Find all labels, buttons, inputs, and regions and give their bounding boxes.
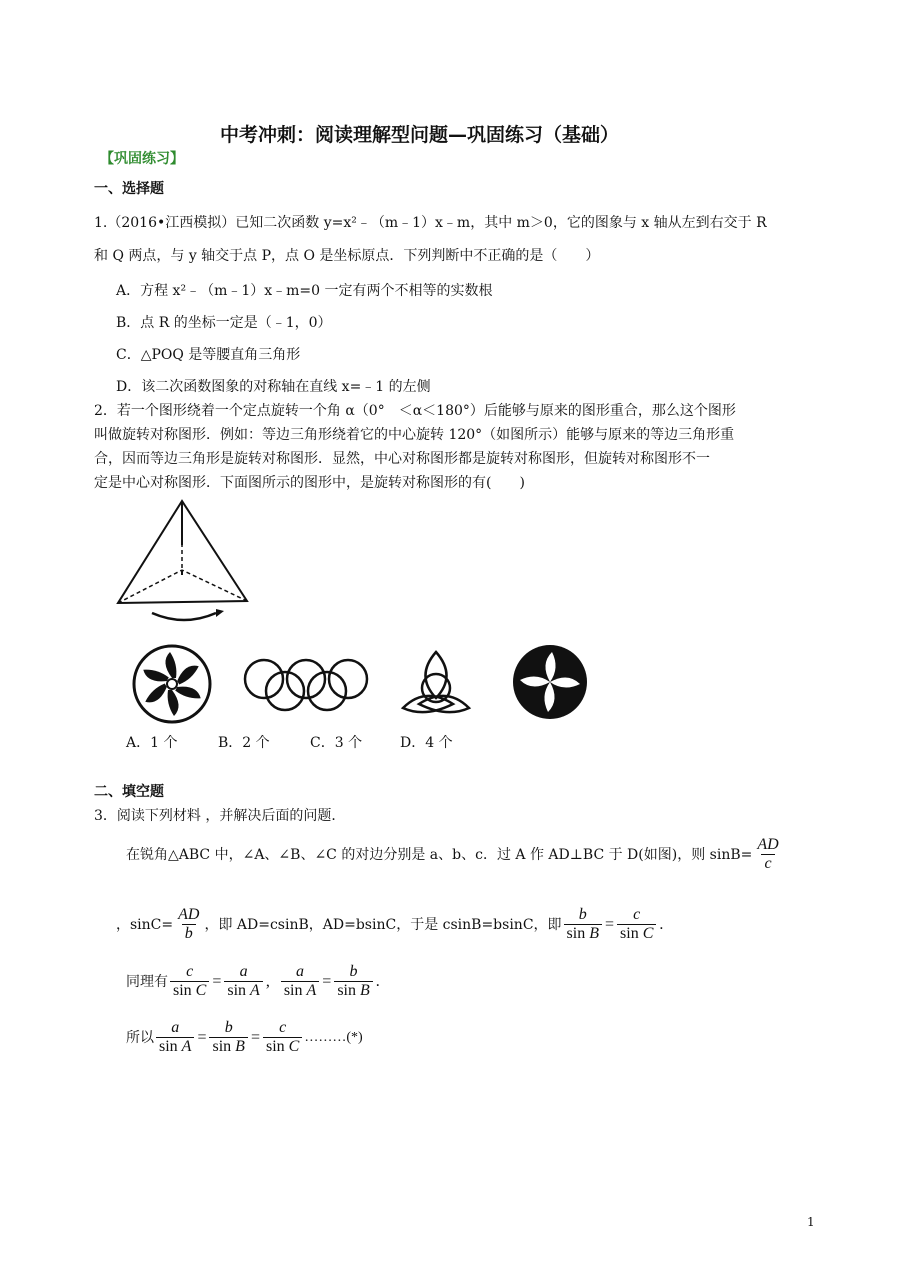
olympic-rings-figure [240, 655, 375, 715]
section-tag: 【巩固练习】 [100, 151, 184, 167]
page-number: 1 [807, 1215, 815, 1229]
section-heading-fill: 二、填空题 [94, 784, 164, 800]
q2-line3: 合，因而等边三角形是旋转对称图形．显然，中心对称图形都是旋转对称图形，但旋转对称图形不一 [94, 451, 710, 467]
q3-para2: ，sinC= $\frac{AD}{b}$ ，即 AD=csinB，AD=bsinC，于是 csinB=bsinC，即 $\frac{b}{\text{sin B}}$ = $\frac{c}{\text{sin C}}$ . [116, 906, 664, 942]
q1-option-d: D．该二次函数图象的对称轴在直线 x=﹣1 的左侧 [116, 379, 431, 395]
yinyang-pinwheel-figure [510, 642, 590, 722]
q1-line1: 1.（2016•江西模拟）已知二次函数 y=x²﹣（m﹣1）x﹣m，其中 m＞0，它的图象与 x 轴从左到右交于 R [94, 215, 767, 231]
triquetra-figure [395, 646, 477, 718]
q2-option-a: A．1 个 [126, 735, 178, 751]
q1-option-a: A．方程 x²﹣（m﹣1）x﹣m=0 一定有两个不相等的实数根 [116, 283, 493, 299]
q1-option-b: B．点 R 的坐标一定是（﹣1，0） [116, 315, 332, 331]
fraction-ad-over-b: $\frac{AD}{b}$ [178, 906, 200, 942]
q1-option-c: C．△POQ 是等腰直角三角形 [116, 347, 301, 363]
q3-para3: 同理有 $\frac{c}{\text{sin C}}$ = $\frac{a}{\text{sin A}}$ , $\frac{a}{\text{sin A}}$ = $\frac{b}{\text{sin B}}$ . [126, 963, 380, 999]
q3-intro: 3．阅读下列材料 ，并解决后面的问题． [94, 808, 346, 824]
fraction-ad-over-c: $\frac{AD}{c}$ [757, 836, 779, 872]
fraction-c-over-sinC: $\frac{c}{\text{sin C}}$ [617, 906, 656, 943]
q1-line2: 和 Q 两点，与 y 轴交于点 P，点 O 是坐标原点．下列判断中不正确的是（ ） [94, 248, 600, 264]
q3-para1-text: 在锐角△ABC 中，∠A、∠B、∠C 的对边分别是 a、b、c．过 A 作 AD⊥BC 于 D(如图)，则 sinB= [126, 846, 753, 863]
page-title: 中考冲刺：阅读理解型问题—巩固练习（基础） [220, 124, 620, 146]
q3-para4: 所以 $\frac{a}{\text{sin A}}$ = $\frac{b}{\text{sin B}}$ = $\frac{c}{\text{sin C}}$ ………(*) [126, 1019, 363, 1055]
q2-option-b: B．2 个 [218, 735, 270, 751]
section-heading-choice: 一、选择题 [94, 181, 164, 197]
q2-option-d: D．4 个 [400, 735, 453, 751]
q2-option-c: C．3 个 [310, 735, 363, 751]
q2-line2: 叫做旋转对称图形．例如：等边三角形绕着它的中心旋转 120°（如图所示）能够与原来的等边三角形重 [94, 427, 735, 443]
fraction-b-over-sinB: $\frac{b}{\text{sin B}}$ [564, 906, 602, 943]
q2-line4: 定是中心对称图形．下面图所示的图形中，是旋转对称图形的有( ) [94, 475, 525, 491]
equilateral-triangle-figure [112, 495, 257, 630]
q3-para1 [126, 836, 784, 873]
pinwheel-figure [130, 642, 214, 726]
q2-line1: 2．若一个图形绕着一个定点旋转一个角 α（0° ＜α＜180°）后能够与原来的图形重合，那么这个图形 [94, 403, 736, 419]
